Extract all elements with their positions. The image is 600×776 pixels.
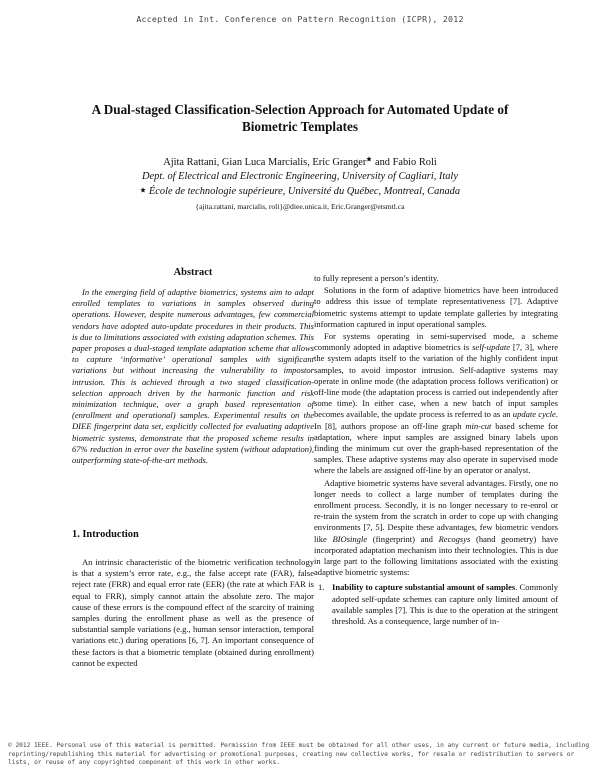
- text-run: (hand geometry) have incorporated adaptation mechanism into their technologies. This is due in large part to the following limitations associated with the existing adaptive biometric systems:: [314, 533, 558, 578]
- text-run: (fingerprint) and: [367, 533, 439, 544]
- term-min-cut: min-cut: [465, 420, 492, 431]
- section-heading-introduction: 1. Introduction: [72, 529, 139, 540]
- term-update-cycle: update cycle: [512, 409, 556, 420]
- text-run: For systems operating in semi-supervised mode, a scheme commonly adopted in adaptive biometrics is: [314, 331, 558, 353]
- abstract-text: In the emerging field of adaptive biometrics, systems aim to adapt enrolled templates to variations in samples observed during operations. However, despite numerous advantages, few commercial vendors have adopted auto-update procedures in their products. This is due to limitations associated with existing adaptation schemes. This paper proposes a dual-staged template adaptation scheme that allows to capture ‘informative’ operational samples with significant variations but without increasing the vulnerability to impostor intrusion. This is achieved through a two staged classification-selection approach driven by the harmonic function and risk minimization technique, over a graph based representation of (enrollment and operational) samples. Experimental results on the DIEE fingerprint data set, explicitly collected for evaluating adaptive biometric systems, demonstrate that the proposed scheme results in 67% reduction in error over the baseline system (without adaptation), outperforming state-of-the-art methods.: [72, 287, 314, 466]
- text-run: . In [8], authors propose an off-line graph: [314, 409, 558, 431]
- paper-title: [40, 101, 560, 135]
- right-column: [314, 273, 558, 627]
- list-item: [314, 582, 558, 627]
- title-line-1: A Dual-staged Classification-Selection Approach for Automated Update of: [91, 102, 509, 117]
- authors-names: Ajita Rattani, Gian Luca Marcialis, Eric Granger: [163, 157, 367, 168]
- intro-paragraph: An intrinsic characteristic of the biometric verification technology is that a system’s error rate, e.g., the false accept rate (FAR), false reject rate (FRR) and equal error rate (EER) (the rate at which FAR is equal to FRR), simply cannot attain the absolute zero. The major cause of these errors is the compound effect of the scarcity of training samples during the enrollment phase as well as the presence of substantial sample variations (e.g., human sensor interaction, temporal variations etc.) during operations [6, 7]. An important consequence of these factors is that a biometric template (obtained during enrollment) cannot be expected: [72, 557, 314, 668]
- right-paragraph-3: [314, 478, 558, 579]
- right-paragraph-1: Solutions in the form of adaptive biometrics have been introduced to address this issue of template representativeness [7]. Adaptive biometric systems attempt to update template galleries by integrating information captured in input operational samples.: [314, 285, 558, 329]
- vendor-recogsys: Recogsys: [438, 533, 471, 544]
- text-run: based scheme for adaptation, where input samples are assigned binary labels upon finding the minimum cut over the graph-based representation of the samples. These adaptive systems may also operate in supervised mode where the labels are assigned off-line by an operator or analyst.: [314, 420, 558, 476]
- author-emails: {ajita.rattani, marcialis, roli}@diee.unica.it, Eric.Granger@etsmtl.ca: [195, 202, 405, 211]
- affiliation-ets-text: École de technologie supérieure, Université du Québec, Montreal, Canada: [148, 186, 461, 197]
- vendor-biosingle: BIOsingle: [332, 533, 368, 544]
- introduction-body: [72, 557, 314, 669]
- term-self-update: self-update: [472, 342, 511, 353]
- list-item-text: . Commonly adopted self-update schemes can capture only limited amount of available samples [7]. This is due to the operation at the stringent threshold. As a consequence, large number of in-: [332, 582, 558, 627]
- authors: [0, 156, 600, 168]
- affiliation-ets: [0, 186, 600, 197]
- authors-tail: and Fabio Roli: [372, 157, 437, 168]
- text-run: Adaptive biometric systems have several advantages. Firstly, one no longer needs to collect a large number of templates during the enrollment process. Secondly, it is no longer necessary to re-enrol or re-train the system from the scratch in order to cope up with changing environments [7, 5]. Despite these advantages, few biometric vendors like: [314, 477, 558, 544]
- title-line-2: Biometric Templates: [241, 119, 359, 134]
- conference-header: Accepted in Int. Conference on Pattern Recognition (ICPR), 2012: [136, 14, 464, 24]
- asterisk-icon: [140, 187, 146, 193]
- right-paragraph-2: [314, 331, 558, 477]
- text-run: [7, 3], where the system adapts itself to the variation of the highly confident input samples, to avoid impostor intrusion. Self-adaptive systems may operate in online mode (the adaptation process follows verification) or off-line mode (the adaptation process is carried out independently after some time). In either case, when a new batch of input samples becomes available, the update process is referred to as an: [314, 342, 558, 420]
- list-item-bold: Inability to capture substantial amount of samples: [332, 582, 516, 593]
- affiliation-cagliari: Dept. of Electrical and Electronic Engineering, University of Cagliari, Italy: [142, 171, 458, 182]
- right-paragraph-0: to fully represent a person’s identity.: [314, 273, 439, 283]
- limitations-list: [314, 582, 558, 627]
- list-item-body: [332, 582, 558, 627]
- abstract-heading: Abstract: [173, 267, 213, 278]
- abstract-body: [72, 287, 314, 466]
- list-item-number: 1.: [318, 582, 325, 593]
- copyright-footer: © 2012 IEEE. Personal use of this material is permitted. Permission from IEEE must be obtained for all other uses, in any current or future media, including reprinting/republishing this material for advertising or promotional purposes, creating new collective works, for resale or redistribution to servers or lists, or reuse of any copyrighted component of this work in other works.: [8, 742, 590, 767]
